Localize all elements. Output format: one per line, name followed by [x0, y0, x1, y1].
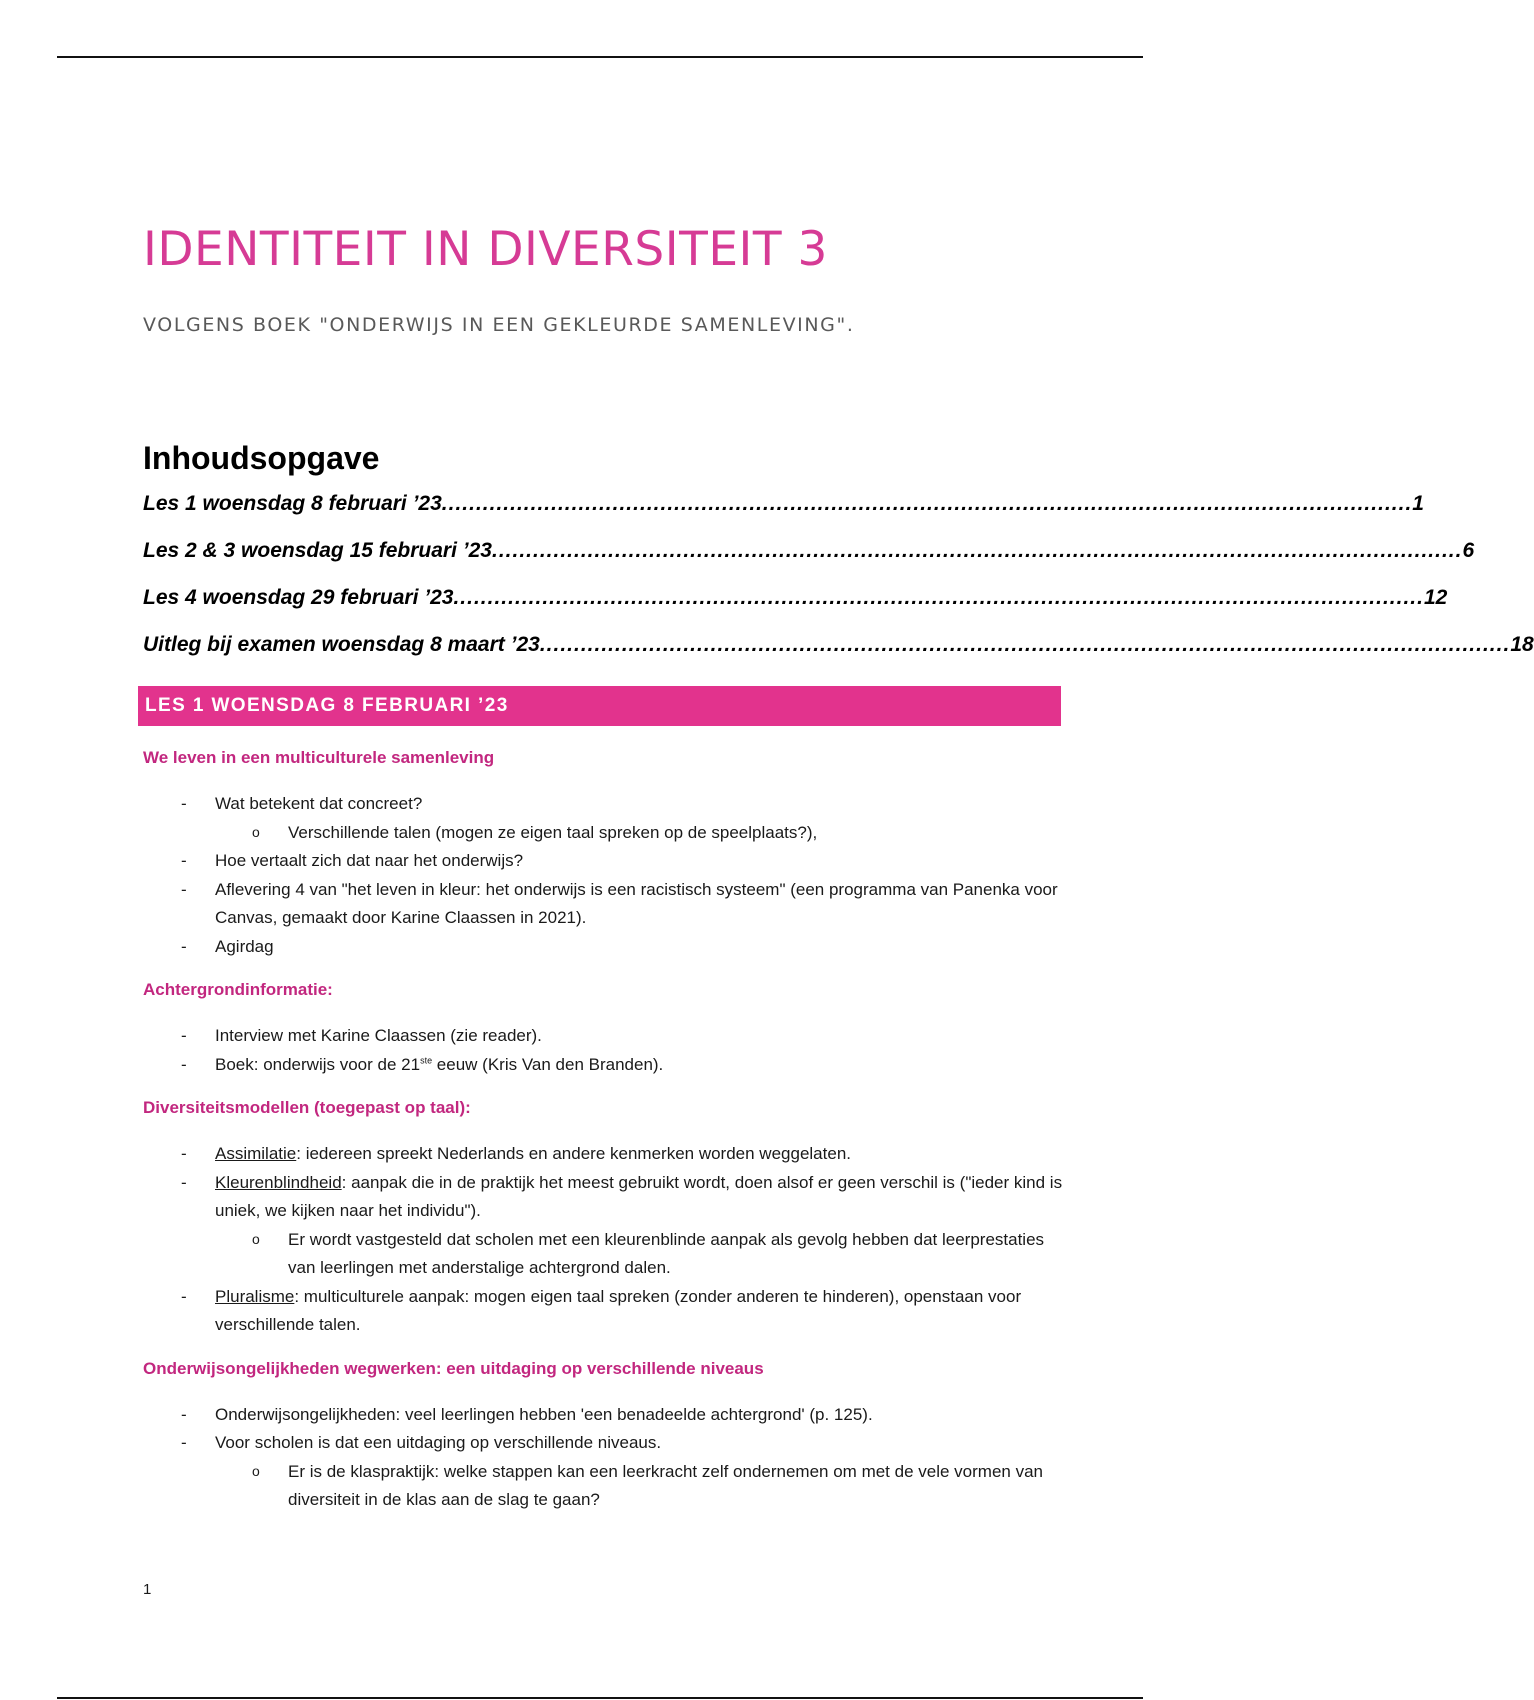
definition: : aanpak die in de praktijk het meest gebruikt wordt, doen alsof er geen verschil is ("ieder kind is uniek, we kijken naar het individu").	[215, 1172, 1063, 1220]
toc-entry-page: 6	[1462, 539, 1475, 562]
list-item	[143, 1051, 1063, 1080]
section-heading: Diversiteitsmodellen (toegepast op taal):	[143, 1098, 471, 1117]
footer-rule	[57, 1697, 1143, 1699]
section-heading: We leven in een multiculturele samenleving	[143, 748, 495, 767]
toc-entry[interactable]	[143, 539, 1475, 586]
document-title: IDENTITEIT IN DIVERSITEIT 3	[143, 222, 828, 277]
sub-list	[215, 1458, 1063, 1515]
term: Pluralisme	[215, 1286, 295, 1306]
list-item	[143, 1169, 1063, 1283]
list-item: - Hoe vertaalt zich dat naar het onderwijs?	[143, 847, 1063, 876]
list-item	[143, 790, 1063, 847]
list-item	[143, 1140, 1063, 1169]
list-item: - Agirdag	[143, 933, 1063, 962]
sub-list-item: o Verschillende talen (mogen ze eigen taal spreken op de speelplaats?),	[215, 819, 1063, 848]
list-item-text: eeuw (Kris Van den Branden).	[432, 1054, 664, 1074]
page-number: 1	[143, 1581, 152, 1598]
toc-entry-text: Les 2 & 3 woensdag 15 februari ’23	[143, 539, 492, 562]
sub-list-item: o Er wordt vastgesteld dat scholen met een kleurenblinde aanpak als gevolg hebben dat leerprestaties van leerlingen met anderstalige achtergrond dalen.	[215, 1226, 1063, 1283]
list-item: - Onderwijsongelijkheden: veel leerlingen hebben 'een benadeelde achtergrond' (p. 125).	[143, 1401, 1063, 1430]
list-item	[143, 1429, 1063, 1515]
list-item-text: Wat betekent dat concreet?	[215, 794, 423, 813]
list-item: - Interview met Karine Claassen (zie reader).	[143, 1022, 1063, 1051]
toc-entry[interactable]	[143, 586, 1448, 633]
toc-entry[interactable]	[143, 633, 1534, 680]
definition: : iedereen spreekt Nederlands en andere kenmerken worden weggelaten.	[296, 1144, 851, 1163]
term: Kleurenblindheid	[215, 1172, 342, 1192]
header-rule	[57, 56, 1143, 58]
list-item: - Aflevering 4 van "het leven in kleur: het onderwijs is een racistisch systeem" (een programma van Panenka voor Canvas, gemaakt door Karine Claassen in 2021).	[143, 876, 1063, 933]
list-item	[143, 1283, 1063, 1340]
toc-entry[interactable]	[143, 492, 1424, 539]
toc-entry-text: Uitleg bij examen woensdag 8 maart ’23	[143, 633, 540, 656]
sub-list	[215, 1226, 1063, 1283]
section-heading: Achtergrondinformatie:	[143, 980, 333, 999]
toc-leader: ..............................................................................................................................................	[453, 586, 1424, 609]
sub-list	[215, 819, 1063, 848]
list-item-text: Voor scholen is dat een uitdaging op verschillende niveaus.	[215, 1433, 662, 1452]
toc-entry-page: 18	[1510, 633, 1534, 656]
toc-entry-page: 1	[1412, 492, 1424, 515]
toc-leader: ..............................................................................................................................................	[441, 492, 1413, 515]
superscript: ste	[420, 1054, 433, 1065]
toc-entry-page: 12	[1423, 586, 1448, 609]
bullet-list	[143, 1140, 1063, 1340]
bullet-list	[143, 790, 1063, 961]
toc-leader: ..............................................................................................................................................	[539, 633, 1511, 656]
term: Assimilatie	[215, 1144, 297, 1163]
section-banner: LES 1 WOENSDAG 8 FEBRUARI ’23	[138, 686, 1061, 726]
definition: : multiculturele aanpak: mogen eigen taal spreken (zonder anderen te hinderen), openstaan voor verschillende talen.	[215, 1286, 1022, 1334]
list-item-text: Boek: onderwijs voor de 21	[215, 1054, 421, 1074]
toc-heading: Inhoudsopgave	[143, 440, 380, 476]
sub-list-item: o Er is de klaspraktijk: welke stappen kan een leerkracht zelf ondernemen om met de vele vormen van diversiteit in de klas aan de slag te gaan?	[215, 1458, 1063, 1515]
section-heading: Onderwijsongelijkheden wegwerken: een uitdaging op verschillende niveaus	[143, 1358, 764, 1378]
toc-entry-text: Les 1 woensdag 8 februari ’23	[143, 492, 442, 515]
toc-leader: ..............................................................................................................................................	[491, 539, 1463, 562]
bullet-list	[143, 1401, 1063, 1515]
toc-entry-text: Les 4 woensdag 29 februari ’23	[143, 586, 454, 609]
bullet-list	[143, 1022, 1063, 1079]
lesson-content	[143, 748, 1063, 1534]
document-subtitle: VOLGENS BOEK "ONDERWIJS IN EEN GEKLEURDE SAMENLEVING".	[143, 314, 855, 336]
table-of-contents	[143, 492, 1534, 680]
